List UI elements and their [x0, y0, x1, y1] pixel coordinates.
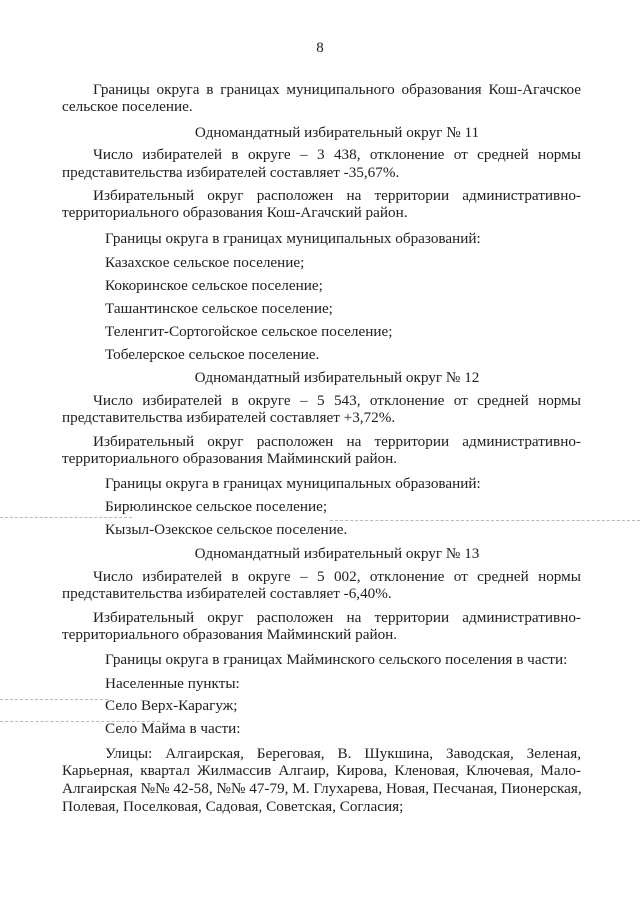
- section11-voters-line-2: представительства избирателей составляет -35,67%.: [62, 164, 400, 181]
- section13-location-line-2: территориального образования Майминский район.: [62, 626, 398, 643]
- section13-settlement-1: Село Верх-Карагуж;: [105, 697, 238, 714]
- section12-voters-line-2: представительства избирателей составляет +3,72%.: [62, 409, 396, 426]
- section12-heading: Одномандатный избирательный округ № 12: [194, 369, 480, 386]
- section11-location-line-2: территориального образования Кош-Агачский район.: [62, 204, 408, 221]
- section11-location-line-1: Избирательный округ расположен на территории административно-: [93, 187, 581, 204]
- section13-streets-line-1: Улицы: Алгаирская, Береговая, В. Шукшина, Заводская, Зеленая,: [105, 745, 581, 762]
- section13-settlements-label: Населенные пункты:: [105, 675, 240, 692]
- section11-municipality-3: Ташантинское сельское поселение;: [105, 300, 333, 317]
- scan-artifact-line: [0, 699, 108, 700]
- section11-municipality-1: Казахское сельское поселение;: [105, 254, 305, 271]
- section13-settlement-2: Село Майма в части:: [105, 720, 241, 737]
- section11-voters-line-1: Число избирателей в округе – 3 438, отклонение от средней нормы: [93, 146, 581, 163]
- section13-boundary-intro: Границы округа в границах Майминского сельского поселения в части:: [105, 651, 568, 668]
- page-number: 8: [316, 40, 324, 56]
- section13-streets-line-4: Полевая, Поселковая, Садовая, Советская, Согласия;: [62, 798, 404, 815]
- section11-municipality-2: Кокоринское сельское поселение;: [105, 277, 323, 294]
- scan-artifact-line: [0, 517, 132, 518]
- section11-municipality-5: Тобелерское сельское поселение.: [105, 346, 320, 363]
- section12-location-line-1: Избирательный округ расположен на территории административно-: [93, 433, 581, 450]
- section11-boundary-intro: Границы округа в границах муниципальных образований:: [105, 230, 481, 247]
- section12-voters-line-1: Число избирателей в округе – 5 543, отклонение от средней нормы: [93, 392, 581, 409]
- section12-location-line-2: территориального образования Майминский район.: [62, 450, 398, 467]
- section13-location-line-1: Избирательный округ расположен на территории административно-: [93, 609, 581, 626]
- section13-streets-line-2: Карьерная, квартал Жилмассив Алгаир, Кирова, Кленовая, Ключевая, Мало-: [62, 762, 581, 779]
- section11-municipality-4: Теленгит-Сортогойское сельское поселение;: [105, 323, 393, 340]
- scan-artifact-line: [330, 520, 640, 521]
- section13-streets-line-3: Алгаирская №№ 42-58, №№ 47-79, М. Глухарева, Новая, Песчаная, Пионерская,: [62, 780, 582, 797]
- section13-voters-line-1: Число избирателей в округе – 5 002, отклонение от средней нормы: [93, 568, 581, 585]
- section12-municipality-2: Кызыл-Озекское сельское поселение.: [105, 521, 348, 538]
- section12-municipality-1: Бирюлинское сельское поселение;: [105, 498, 328, 515]
- section13-voters-line-2: представительства избирателей составляет -6,40%.: [62, 585, 392, 602]
- section10-boundary-line-2: сельское поселение.: [62, 98, 193, 115]
- section13-heading: Одномандатный избирательный округ № 13: [194, 545, 480, 562]
- section10-boundary-line-1: Границы округа в границах муниципального образования Кош-Агачское: [93, 81, 581, 98]
- section11-heading: Одномандатный избирательный округ № 11: [194, 124, 480, 141]
- section12-boundary-intro: Границы округа в границах муниципальных образований:: [105, 475, 481, 492]
